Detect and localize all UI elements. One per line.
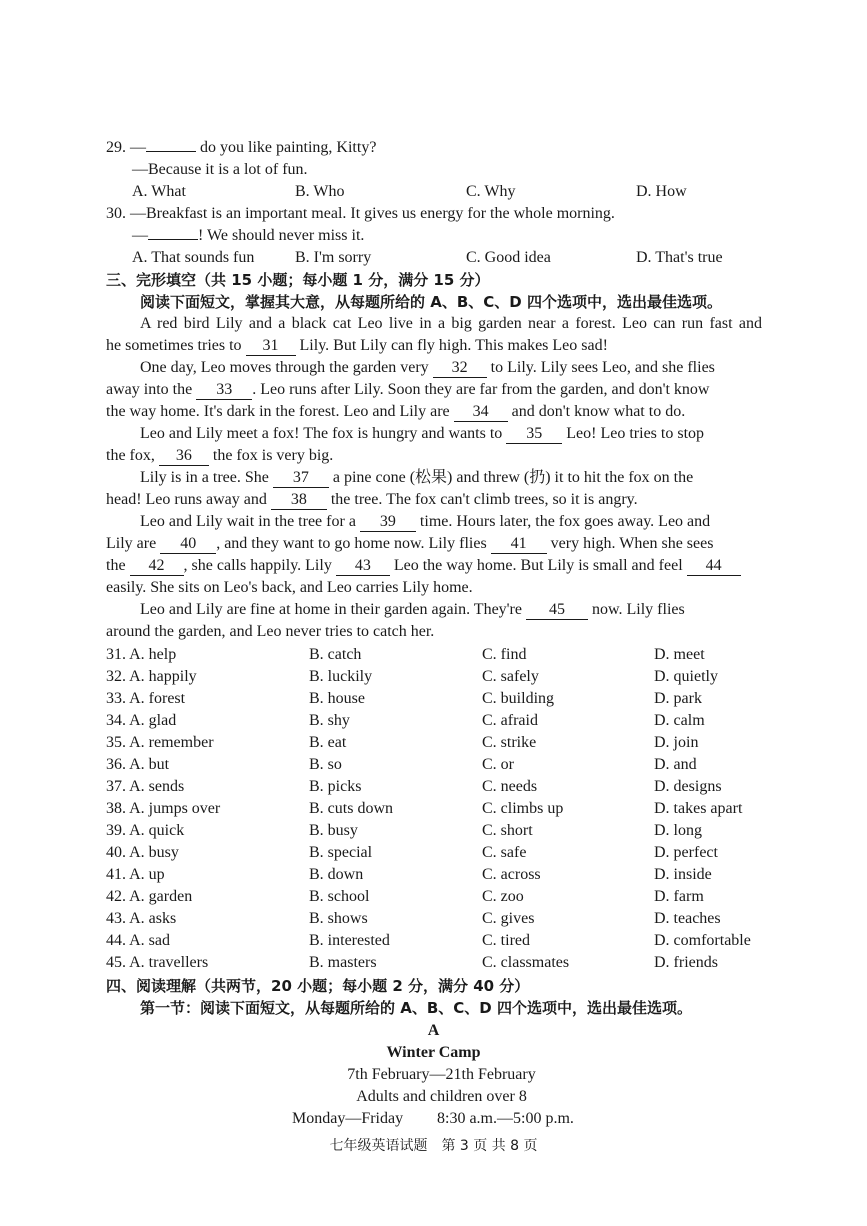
passage-line: the fox, 36 the fox is very big. xyxy=(106,447,334,464)
option-42-a: 42. A. garden xyxy=(106,888,193,905)
option-45-a: 45. A. travellers xyxy=(106,954,209,971)
option-33-c: C. building xyxy=(482,690,555,707)
q30-option-c: C. Good idea xyxy=(466,249,551,266)
section-3-instruction: 阅读下面短文，掌握其大意，从每题所给的 A、B、C、D 四个选项中，选出最佳选项。 xyxy=(140,293,722,311)
option-44-b: B. interested xyxy=(309,932,390,949)
answer-blank xyxy=(146,151,196,152)
passage-line: the 42 , she calls happily. Lily 43 Leo the way home. But Lily is small and feel 44 xyxy=(106,556,741,576)
blank-36: 36 xyxy=(159,447,209,466)
question-29 xyxy=(106,138,376,158)
option-42-c: C. zoo xyxy=(482,888,524,905)
option-44-c: C. tired xyxy=(482,932,530,949)
blank-33: 33 xyxy=(196,381,252,400)
q30-option-d: D. That's true xyxy=(636,249,723,266)
blank-42: 42 xyxy=(130,557,184,576)
option-37-a: 37. A. sends xyxy=(106,778,185,795)
q29-number: 29. — xyxy=(106,139,146,156)
option-33-a: 33. A. forest xyxy=(106,690,186,707)
passage-line: One day, Leo moves through the garden very 32 to Lily. Lily sees Leo, and she flies xyxy=(140,359,715,376)
q29-option-a: A. What xyxy=(132,183,186,200)
blank-39: 39 xyxy=(360,513,416,532)
option-39-a: 39. A. quick xyxy=(106,822,185,839)
option-44-a: 44. A. sad xyxy=(106,932,170,949)
option-43-d: D. teaches xyxy=(654,910,721,927)
option-36-c: C. or xyxy=(482,756,514,773)
q29-option-c: C. Why xyxy=(466,183,516,200)
option-45-c: C. classmates xyxy=(482,954,570,971)
passage-a-audience: Adults and children over 8 xyxy=(356,1088,527,1105)
option-37-c: C. needs xyxy=(482,778,538,795)
answer-blank xyxy=(148,239,198,240)
option-34-b: B. shy xyxy=(309,712,350,729)
passage-line: head! Leo runs away and 38 the tree. The fox can't climb trees, so it is angry. xyxy=(106,491,638,508)
passage-line: the way home. It's dark in the forest. Leo and Lily are 34 and don't know what to do. xyxy=(106,403,686,420)
blank-32: 32 xyxy=(433,359,487,378)
option-40-c: C. safe xyxy=(482,844,527,861)
section-4-title: 四、阅读理解（共两节，20 小题；每小题 2 分，满分 40 分） xyxy=(106,977,530,995)
q30-option-a: A. That sounds fun xyxy=(132,249,255,266)
q29-answer: —Because it is a lot of fun. xyxy=(132,161,308,178)
option-36-b: B. so xyxy=(309,756,342,773)
blank-45: 45 xyxy=(526,601,588,620)
blank-35: 35 xyxy=(506,425,562,444)
option-34-c: C. afraid xyxy=(482,712,538,729)
passage-line: he sometimes tries to 31 Lily. But Lily can fly high. This makes Leo sad! xyxy=(106,337,608,354)
option-38-c: C. climbs up xyxy=(482,800,564,817)
q30-text: ! We should never miss it. xyxy=(198,227,365,244)
option-40-a: 40. A. busy xyxy=(106,844,179,861)
option-44-d: D. comfortable xyxy=(654,932,751,949)
blank-31: 31 xyxy=(246,337,296,356)
q29-text: do you like painting, Kitty? xyxy=(196,139,377,156)
section-3-title: 三、完形填空（共 15 小题；每小题 1 分，满分 15 分） xyxy=(106,271,490,289)
passage-a-days: Monday—Friday xyxy=(292,1110,404,1127)
option-32-a: 32. A. happily xyxy=(106,668,197,685)
option-41-c: C. across xyxy=(482,866,541,883)
option-35-a: 35. A. remember xyxy=(106,734,214,751)
option-34-d: D. calm xyxy=(654,712,705,729)
blank-40: 40 xyxy=(160,535,216,554)
option-32-b: B. luckily xyxy=(309,668,373,685)
page-footer: 七年级英语试题 第 3 页 共 8 页 xyxy=(329,1138,538,1154)
passage-line: A red bird Lily and a black cat Leo live in a big garden near a forest. Leo can run fast and xyxy=(140,315,762,332)
passage-line: around the garden, and Leo never tries to catch her. xyxy=(106,623,435,640)
passage-line: Lily are 40 , and they want to go home now. Lily flies 41 very high. When she sees xyxy=(106,535,714,552)
passage-line: Leo and Lily wait in the tree for a 39 time. Hours later, the fox goes away. Leo and xyxy=(140,513,711,530)
option-33-d: D. park xyxy=(654,690,702,707)
option-42-b: B. school xyxy=(309,888,370,905)
blank-44: 44 xyxy=(687,557,741,576)
passage-a-dates: 7th February—21th February xyxy=(347,1066,536,1083)
option-45-d: D. friends xyxy=(654,954,718,971)
blank-37: 37 xyxy=(273,469,329,488)
blank-43: 43 xyxy=(336,557,390,576)
blank-41: 41 xyxy=(491,535,547,554)
option-33-b: B. house xyxy=(309,690,365,707)
option-45-b: B. masters xyxy=(309,954,377,971)
blank-38: 38 xyxy=(271,491,327,510)
passage-a-title: Winter Camp xyxy=(386,1044,481,1061)
q29-option-d: D. How xyxy=(636,183,687,200)
passage-line: Lily is in a tree. She 37 a pine cone (松果) and threw (扔) it to hit the fox on the xyxy=(140,469,694,486)
passage-line: away into the 33 . Leo runs after Lily. Soon they are far from the garden, and don't know xyxy=(106,381,710,398)
q30-reply xyxy=(132,226,364,246)
option-35-d: D. join xyxy=(654,734,699,751)
option-31-b: B. catch xyxy=(309,646,362,663)
q30-dash: — xyxy=(132,227,148,244)
blank-34: 34 xyxy=(454,403,508,422)
option-39-d: D. long xyxy=(654,822,702,839)
option-31-d: D. meet xyxy=(654,646,705,663)
option-34-a: 34. A. glad xyxy=(106,712,177,729)
option-36-d: D. and xyxy=(654,756,697,773)
option-40-d: D. perfect xyxy=(654,844,718,861)
option-41-d: D. inside xyxy=(654,866,712,883)
option-39-c: C. short xyxy=(482,822,533,839)
option-41-a: 41. A. up xyxy=(106,866,165,883)
passage-a-hours: 8:30 a.m.—5:00 p.m. xyxy=(437,1110,574,1127)
option-43-b: B. shows xyxy=(309,910,368,927)
option-37-d: D. designs xyxy=(654,778,722,795)
option-42-d: D. farm xyxy=(654,888,704,905)
option-36-a: 36. A. but xyxy=(106,756,170,773)
option-43-a: 43. A. asks xyxy=(106,910,177,927)
passage-a-letter: A xyxy=(427,1022,440,1039)
option-38-b: B. cuts down xyxy=(309,800,393,817)
passage-line: Leo and Lily meet a fox! The fox is hungry and wants to 35 Leo! Leo tries to stop xyxy=(140,425,705,442)
passage-line: easily. She sits on Leo's back, and Leo carries Lily home. xyxy=(106,579,473,596)
option-35-c: C. strike xyxy=(482,734,537,751)
option-38-d: D. takes apart xyxy=(654,800,743,817)
option-37-b: B. picks xyxy=(309,778,362,795)
option-38-a: 38. A. jumps over xyxy=(106,800,221,817)
passage-line: Leo and Lily are fine at home in their garden again. They're 45 now. Lily flies xyxy=(140,601,685,618)
option-43-c: C. gives xyxy=(482,910,535,927)
section-4-part1: 第一节：阅读下面短文，从每题所给的 A、B、C、D 四个选项中，选出最佳选项。 xyxy=(140,999,692,1017)
option-31-a: 31. A. help xyxy=(106,646,177,663)
option-32-c: C. safely xyxy=(482,668,539,685)
option-35-b: B. eat xyxy=(309,734,347,751)
option-41-b: B. down xyxy=(309,866,364,883)
question-30: 30. —Breakfast is an important meal. It gives us energy for the whole morning. xyxy=(106,205,615,222)
option-32-d: D. quietly xyxy=(654,668,718,685)
q30-option-b: B. I'm sorry xyxy=(295,249,372,266)
option-40-b: B. special xyxy=(309,844,373,861)
option-39-b: B. busy xyxy=(309,822,358,839)
option-31-c: C. find xyxy=(482,646,527,663)
q29-option-b: B. Who xyxy=(295,183,345,200)
